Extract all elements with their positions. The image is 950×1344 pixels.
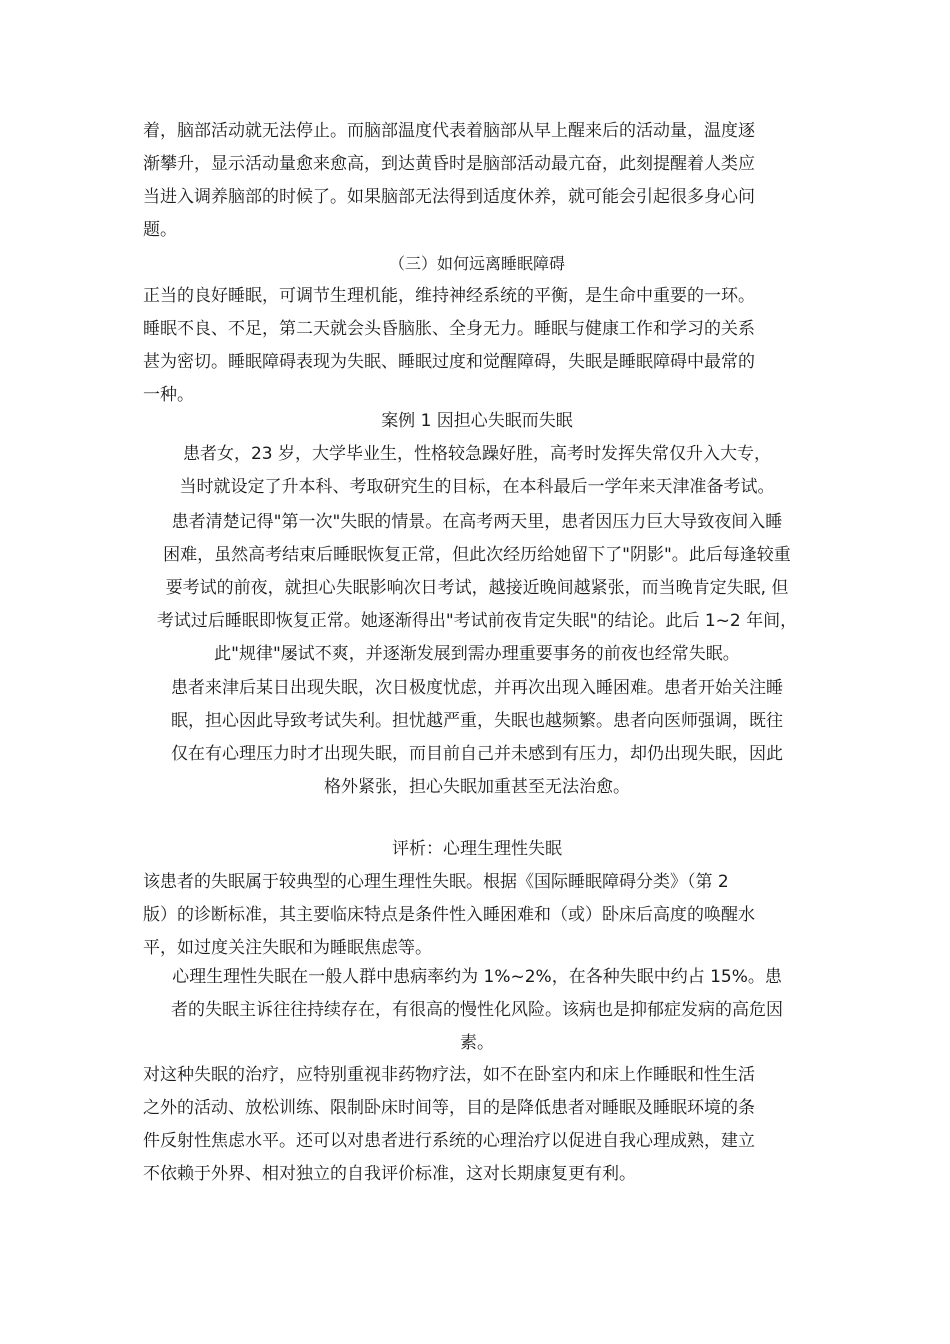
paragraph-prevalence: 心理生理性失眠在一般人群中患病率约为 1%~2%，在各种失眠中约占 15%。患 者的失眠主诉往往持续存在，有很高的慢性化风险。该病也是抑郁症发病的高危因 素。 xyxy=(171,967,783,1053)
review-title: 评析：心理生理性失眠 xyxy=(392,839,562,859)
paragraph-good-sleep: 正当的良好睡眠，可调节生理机能，维持神经系统的平衡，是生命中重要的一环。 睡眠不良、不足，第二天就会头昏脑胀、全身无力。睡眠与健康工作和学习的关系 甚为密切。睡眠障碍表现为失眠、睡眠过度和觉醒障碍，失眠是睡眠障碍中最常的 一种。 xyxy=(143,286,755,405)
paragraph-diagnosis: 该患者的失眠属于较典型的心理生理性失眠。根据《国际睡眠障碍分类》（第 2 版）的诊断标准，其主要临床特点是条件性入睡困难和（或）卧床后高度的唤醒水 平，如过度关注失眠和为睡眠焦虑等。 xyxy=(143,872,755,958)
paragraph-current-insomnia: 患者来津后某日出现失眠，次日极度忧虑，并再次出现入睡困难。患者开始关注睡 眠，担心因此导致考试失利。担忧越严重，失眠也越频繁。患者向医师强调，既往 仅在有心理压力时才出现失眠，而目前自己并未感到有压力，却仍出现失眠，因此 格外紧张，担心失眠加重甚至无法治愈。 xyxy=(171,678,783,797)
paragraph-first-insomnia: 患者清楚记得"第一次"失眠的情景。在高考两天里，患者因压力巨大导致夜间入睡 困难，虽然高考结束后睡眠恢复正常，但此次经历给她留下了"阴影"。此后每逢较重 要考试的前夜，就担心失眠影响次日考试，越接近晚间越紧张，而当晚肯定失眠, 但 考试过后睡眠即恢复正常。她逐渐得出"考试前夜肯定失眠"的结论。此后 1~2 年间， 此"规律"屡试不爽，并逐渐发展到需办理重要事务的前夜也经常失眠。 xyxy=(156,512,798,664)
section-heading-sleep-disorder: （三）如何远离睡眠障碍 xyxy=(388,254,565,273)
paragraph-brain-activity: 着，脑部活动就无法停止。而脑部温度代表着脑部从早上醒来后的活动量，温度逐 渐攀升，显示活动量愈来愈高，到达黄昏时是脑部活动最亢奋，此刻提醒着人类应 当进入调养脑部的时候了。如果脑部无法得到适度休养，就可能会引起很多身心问 题。 xyxy=(143,121,755,240)
case-title: 案例 1 因担心失眠而失眠 xyxy=(381,411,573,431)
paragraph-patient-intro: 患者女，23 岁，大学毕业生，性格较急躁好胜，高考时发挥失常仅升入大专， 当时就设定了升本科、考取研究生的目标，在本科最后一学年来天津准备考试。 xyxy=(179,444,775,497)
paragraph-treatment: 对这种失眠的治疗，应特别重视非药物疗法，如不在卧室内和床上作睡眠和性生活 之外的活动、放松训练、限制卧床时间等，目的是降低患者对睡眠及睡眠环境的条 件反射性焦虑水平。还可以对患者进行系统的心理治疗以促进自我心理成熟，建立 不依赖于外界、相对独立的自我评价标准，这对长期康复更有利。 xyxy=(143,1065,755,1184)
